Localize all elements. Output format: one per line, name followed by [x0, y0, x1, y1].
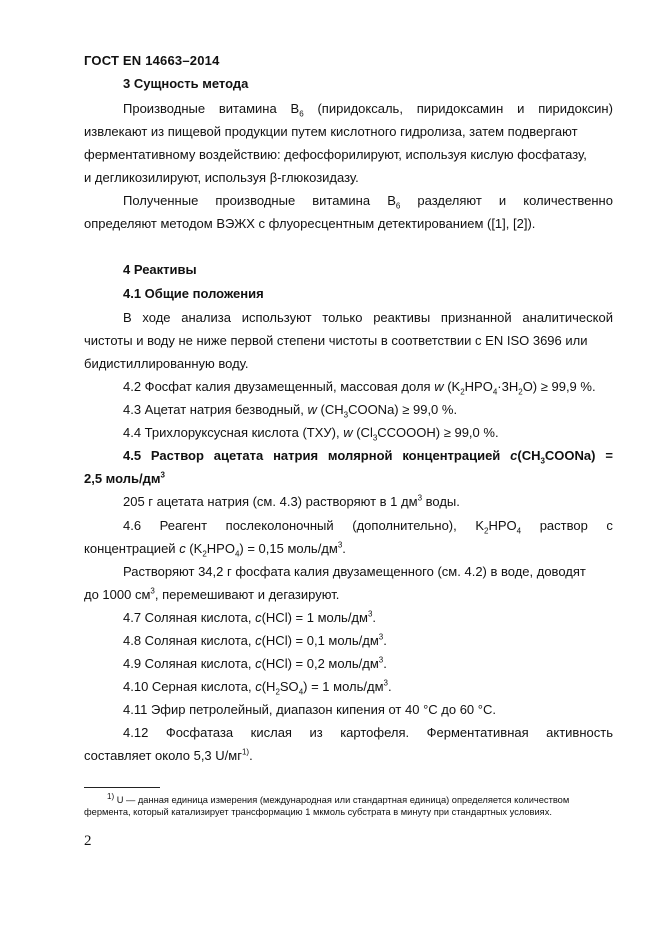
- s3-p1-line2: извлекают из пищевой продукции путем кислотного гидролиза, затем подвергают: [84, 124, 578, 139]
- footnote-line2: фермента, который катализирует трансформацию 1 мкмоль субстрата в минуту при стандартных условиях.: [84, 807, 552, 817]
- footnote-separator: [84, 787, 160, 788]
- s3-p1-line1: Производные витамина $В_6$ (пиридоксаль, пиридоксамин и пиридоксин): [123, 101, 613, 119]
- item-4-6-line1: 4.6 Реагент послеколоночный (дополнительно), $K_2HPO_4$ раствор с: [123, 518, 613, 536]
- s3-p1-line4: и дегликозилируют, используя β-глюкозидазу.: [84, 170, 359, 185]
- section-3-heading: 3 Сущность метода: [123, 76, 249, 91]
- item-4-6-text-line2: до 1000 $см^3$, перемешивают и дегазируют.: [84, 586, 340, 602]
- s3-p2-line2: определяют методом ВЭЖХ с флуоресцентным детектированием ([1], [2]).: [84, 216, 536, 231]
- item-4-5-text: 205 г ацетата натрия (см. 4.3) растворяют в 1 $дм^3$ воды.: [123, 493, 460, 509]
- item-4-6-text-line1: Растворяют 34,2 г фосфата калия двузамещенного (см. 4.2) в воде, доводят: [123, 564, 586, 579]
- s3-p2-line1: Полученные производные витамина $В_6$ разделяют и количественно: [123, 193, 613, 211]
- section-4-heading: 4 Реактивы: [123, 262, 197, 277]
- section-4-1-heading: 4.1 Общие положения: [123, 286, 264, 301]
- item-4-4: 4.4 Трихлоруксусная кислота (ТХУ), w $(Cl_3CCOOOH) \ge 99,0$ %.: [123, 425, 499, 443]
- item-4-6-line2: концентрацией c $(K_2HPO_4) = 0,15$ моль/$дм^3$.: [84, 540, 346, 559]
- item-4-2: 4.2 Фосфат калия двузамещенный, массовая доля w $(K_2HPO_4\cdot 3H_2O) \ge 99,9$ %.: [123, 379, 596, 397]
- s41-line3: бидистиллированную воду.: [84, 356, 249, 371]
- item-4-8: 4.8 Соляная кислота, c(HCl) = 0,1 моль/$дм^3$.: [123, 632, 387, 648]
- item-4-11: 4.11 Эфир петролейный, диапазон кипения от 40 °С до 60 °С.: [123, 702, 496, 717]
- footnote-line1: $^{1)}$ U — данная единица измерения (международная или стандартная единица) определяется количеством: [107, 791, 570, 805]
- item-4-3: 4.3 Ацетат натрия безводный, w $(CH_3COONa) \ge 99,0$ %.: [123, 402, 458, 420]
- item-4-7: 4.7 Соляная кислота, c(HCl) = 1 моль/$дм^3$.: [123, 609, 377, 625]
- s41-line1: В ходе анализа используют только реактивы признанной аналитической: [123, 310, 613, 325]
- s3-p1-line3: ферментативному воздействию: дефосфорилируют, используя кислую фосфатазу,: [84, 147, 587, 162]
- document-code: ГОСТ EN 14663–2014: [84, 53, 220, 68]
- item-4-12-line1: 4.12 Фосфатаза кислая из картофеля. Ферментативная активность: [123, 725, 613, 740]
- page-number: 2: [84, 833, 92, 849]
- item-4-5-heading-line2: 2,5 моль/$дм^3$: [84, 470, 165, 486]
- item-4-10: 4.10 Серная кислота, $c(H_2SO_4) = 1$ моль/$дм^3$.: [123, 678, 392, 697]
- item-4-9: 4.9 Соляная кислота, c(HCl) = 0,2 моль/$дм^3$.: [123, 655, 387, 671]
- s41-line2: чистоты и воду не ниже первой степени чистоты в соответствии с EN ISO 3696 или: [84, 333, 588, 348]
- item-4-5-heading: 4.5 Раствор ацетата натрия молярной концентрацией $c(CH_3COONa)$ =: [123, 448, 613, 466]
- item-4-12-line2: составляет около 5,3 $U/мг^{1)}$.: [84, 747, 253, 763]
